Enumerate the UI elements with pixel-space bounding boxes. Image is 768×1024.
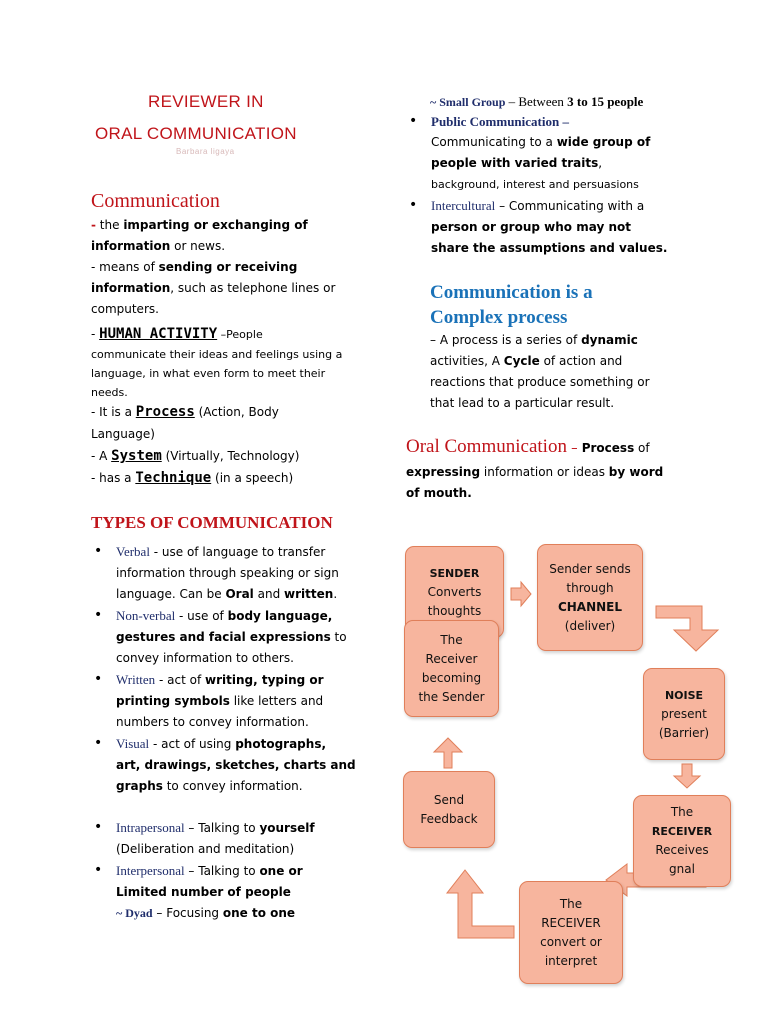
def-bold: information — [91, 281, 171, 295]
type-bold: Limited number of people — [116, 885, 291, 899]
def-bold: imparting or exchanging of — [123, 218, 308, 232]
box-line: Converts — [427, 584, 482, 599]
pst-text: (Virtually, Technology) — [161, 449, 300, 463]
type-text: - use of — [175, 609, 228, 623]
ha-dash: - — [91, 327, 100, 341]
type-text: - use of language to transfer — [149, 545, 326, 559]
type-bold: printing symbols — [116, 694, 230, 708]
type-bold: yourself — [259, 821, 315, 835]
type-term: Non-verbal — [116, 608, 176, 623]
box-line: thoughts — [427, 603, 482, 618]
def-text: - means of — [91, 260, 159, 274]
type-bold: written — [284, 587, 334, 601]
pst-text: - A — [91, 449, 112, 463]
box-line: the Sender — [418, 689, 485, 704]
ha-text: needs. — [91, 386, 128, 399]
oral-text: of — [634, 441, 650, 455]
type-text: – Communicating with a — [495, 199, 645, 213]
def-text: computers. — [91, 302, 159, 316]
box-line: SENDER — [429, 566, 480, 580]
box-line: Send — [433, 792, 465, 807]
complex-heading-line: Communication is a — [430, 282, 593, 303]
box-line: Receiver — [425, 651, 478, 666]
type-text: (Deliberation and meditation) — [116, 842, 295, 856]
ha-text: –People — [217, 328, 263, 341]
def-bold: sending or receiving — [158, 260, 298, 274]
type-term: Verbal — [116, 544, 150, 559]
type-text: convey information to others. — [116, 651, 294, 665]
type-text: - act of — [155, 673, 205, 687]
small-group-text: – Between — [505, 94, 568, 109]
type-term: Written — [116, 672, 156, 687]
cycle-box-receiver-interpret — [519, 881, 623, 984]
oral-text: information or ideas — [480, 465, 609, 479]
pst-text: - It is a — [91, 405, 136, 419]
small-group-term: ~ Small Group — [430, 95, 506, 109]
ha-text: communicate their ideas and feelings using a — [91, 348, 343, 361]
box-line: CHANNEL — [557, 599, 623, 614]
pst-text: Language) — [91, 427, 155, 441]
box-line: (deliver) — [564, 618, 616, 633]
cycle-box-noise — [643, 668, 725, 760]
box-line: NOISE — [664, 688, 704, 702]
box-line: through — [566, 580, 614, 595]
dyad-term: ~ Dyad — [116, 906, 153, 920]
type-text: background, interest and persuasions — [431, 178, 639, 191]
type-term: Intercultural — [431, 198, 496, 213]
type-text: - act of using — [149, 737, 236, 751]
type-text: and — [253, 587, 285, 601]
type-text: numbers to convey information. — [116, 715, 309, 729]
box-line: (Barrier) — [658, 725, 710, 740]
def-bold: information — [91, 239, 171, 253]
box-line: becoming — [421, 670, 482, 685]
type-text: – Talking to — [184, 864, 260, 878]
type-term: Interpersonal — [116, 863, 185, 878]
pst-text: - has a — [91, 471, 136, 485]
complex-plain: that lead to a particular result. — [430, 396, 615, 410]
human-activity-term: HUMAN ACTIVITY — [99, 326, 218, 342]
def-text: , such as telephone lines or — [170, 281, 336, 295]
oral-bold: Process — [581, 441, 635, 455]
box-line: Receives — [655, 843, 709, 857]
type-text: – Talking to — [184, 821, 260, 835]
pst-text: (Action, Body — [194, 405, 279, 419]
cycle-box-receiver-becoming-sender — [404, 620, 499, 717]
complex-plain: reactions that produce something or — [430, 375, 650, 389]
box-line: The — [559, 896, 583, 911]
type-bold: people with varied traits — [431, 156, 599, 170]
type-bold: share the assumptions and values. — [431, 241, 668, 255]
arrow-right-icon — [511, 582, 531, 606]
box-line: The — [440, 632, 463, 647]
type-term: Visual — [116, 736, 150, 751]
title-line-2: ORAL COMMUNICATION — [95, 124, 297, 143]
type-text: like letters and — [229, 694, 324, 708]
complex-plain: of action and — [539, 354, 623, 368]
type-bold: person or group who may not — [431, 220, 631, 234]
def-text: or news. — [170, 239, 226, 253]
ha-text: language, in what even form to meet their — [91, 367, 326, 380]
box-line: interpret — [544, 953, 598, 968]
type-bold: gestures and facial expressions — [116, 630, 331, 644]
types-heading: TYPES OF COMMUNICATION — [91, 513, 333, 532]
type-bold: art, drawings, sketches, charts and — [116, 758, 356, 772]
type-bold: graphs — [116, 779, 163, 793]
type-text: information through speaking or sign — [116, 566, 339, 580]
box-line: RECEIVER — [541, 915, 601, 930]
oral-bold: by word — [608, 465, 664, 479]
small-group-bold: 3 to 15 people — [567, 94, 644, 109]
arrow-up-icon — [434, 738, 462, 768]
dyad-text: – Focusing — [152, 906, 223, 920]
box-line: The — [670, 805, 694, 819]
oral-bold: expressing — [406, 465, 481, 479]
cycle-box-feedback — [403, 771, 495, 848]
box-line: gnal — [669, 862, 695, 876]
type-term: Intrapersonal — [116, 820, 185, 835]
oral-heading: Oral Communication — [406, 436, 567, 457]
cycle-box-receiver-receives — [633, 795, 731, 887]
type-term: • Public Communication – — [431, 114, 569, 129]
complex-plain: activities, A — [430, 354, 504, 368]
complex-plain: – A process is a series of — [430, 333, 582, 347]
dyad-bold: one to one — [222, 906, 296, 920]
type-bold: body language, — [227, 609, 333, 623]
box-line: present — [661, 706, 707, 721]
type-text: , — [598, 156, 603, 170]
communication-heading: Communication — [91, 190, 220, 212]
def-dash: - — [91, 218, 96, 232]
type-bold: wide group of — [556, 135, 651, 149]
oral-bold: of mouth. — [406, 486, 472, 500]
author-name: Barbara ligaya — [176, 147, 235, 156]
complex-heading-line: Complex process — [430, 307, 568, 328]
title-line-1: REVIEWER IN — [148, 92, 264, 111]
type-text: to — [330, 630, 347, 644]
arrow-down-icon — [674, 764, 700, 788]
type-bold: one or — [259, 864, 303, 878]
cycle-box-channel — [537, 544, 643, 651]
type-bold: writing, typing or — [205, 673, 324, 687]
type-text: . — [333, 587, 338, 601]
oral-dash: – — [566, 441, 582, 456]
type-text: language. Can be — [116, 587, 226, 601]
box-line: Feedback — [420, 811, 478, 826]
technique-term: Technique — [135, 470, 212, 486]
box-line: RECEIVER — [651, 825, 713, 838]
type-text: to convey information. — [162, 779, 303, 793]
type-bold: photographs, — [235, 737, 327, 751]
pst-text: (in a speech) — [211, 471, 294, 485]
complex-bold: Cycle — [503, 354, 540, 368]
process-term: Process — [135, 404, 195, 420]
def-text: the — [95, 218, 124, 232]
box-line: Sender sends — [549, 561, 631, 576]
bent-arrow-down-icon — [656, 606, 718, 651]
bent-arrow-up-icon — [447, 870, 514, 938]
box-line: convert or — [540, 934, 602, 949]
type-bold: Oral — [225, 587, 254, 601]
type-text: Communicating to a — [431, 135, 557, 149]
complex-bold: dynamic — [581, 333, 638, 347]
system-term: System — [111, 448, 162, 464]
